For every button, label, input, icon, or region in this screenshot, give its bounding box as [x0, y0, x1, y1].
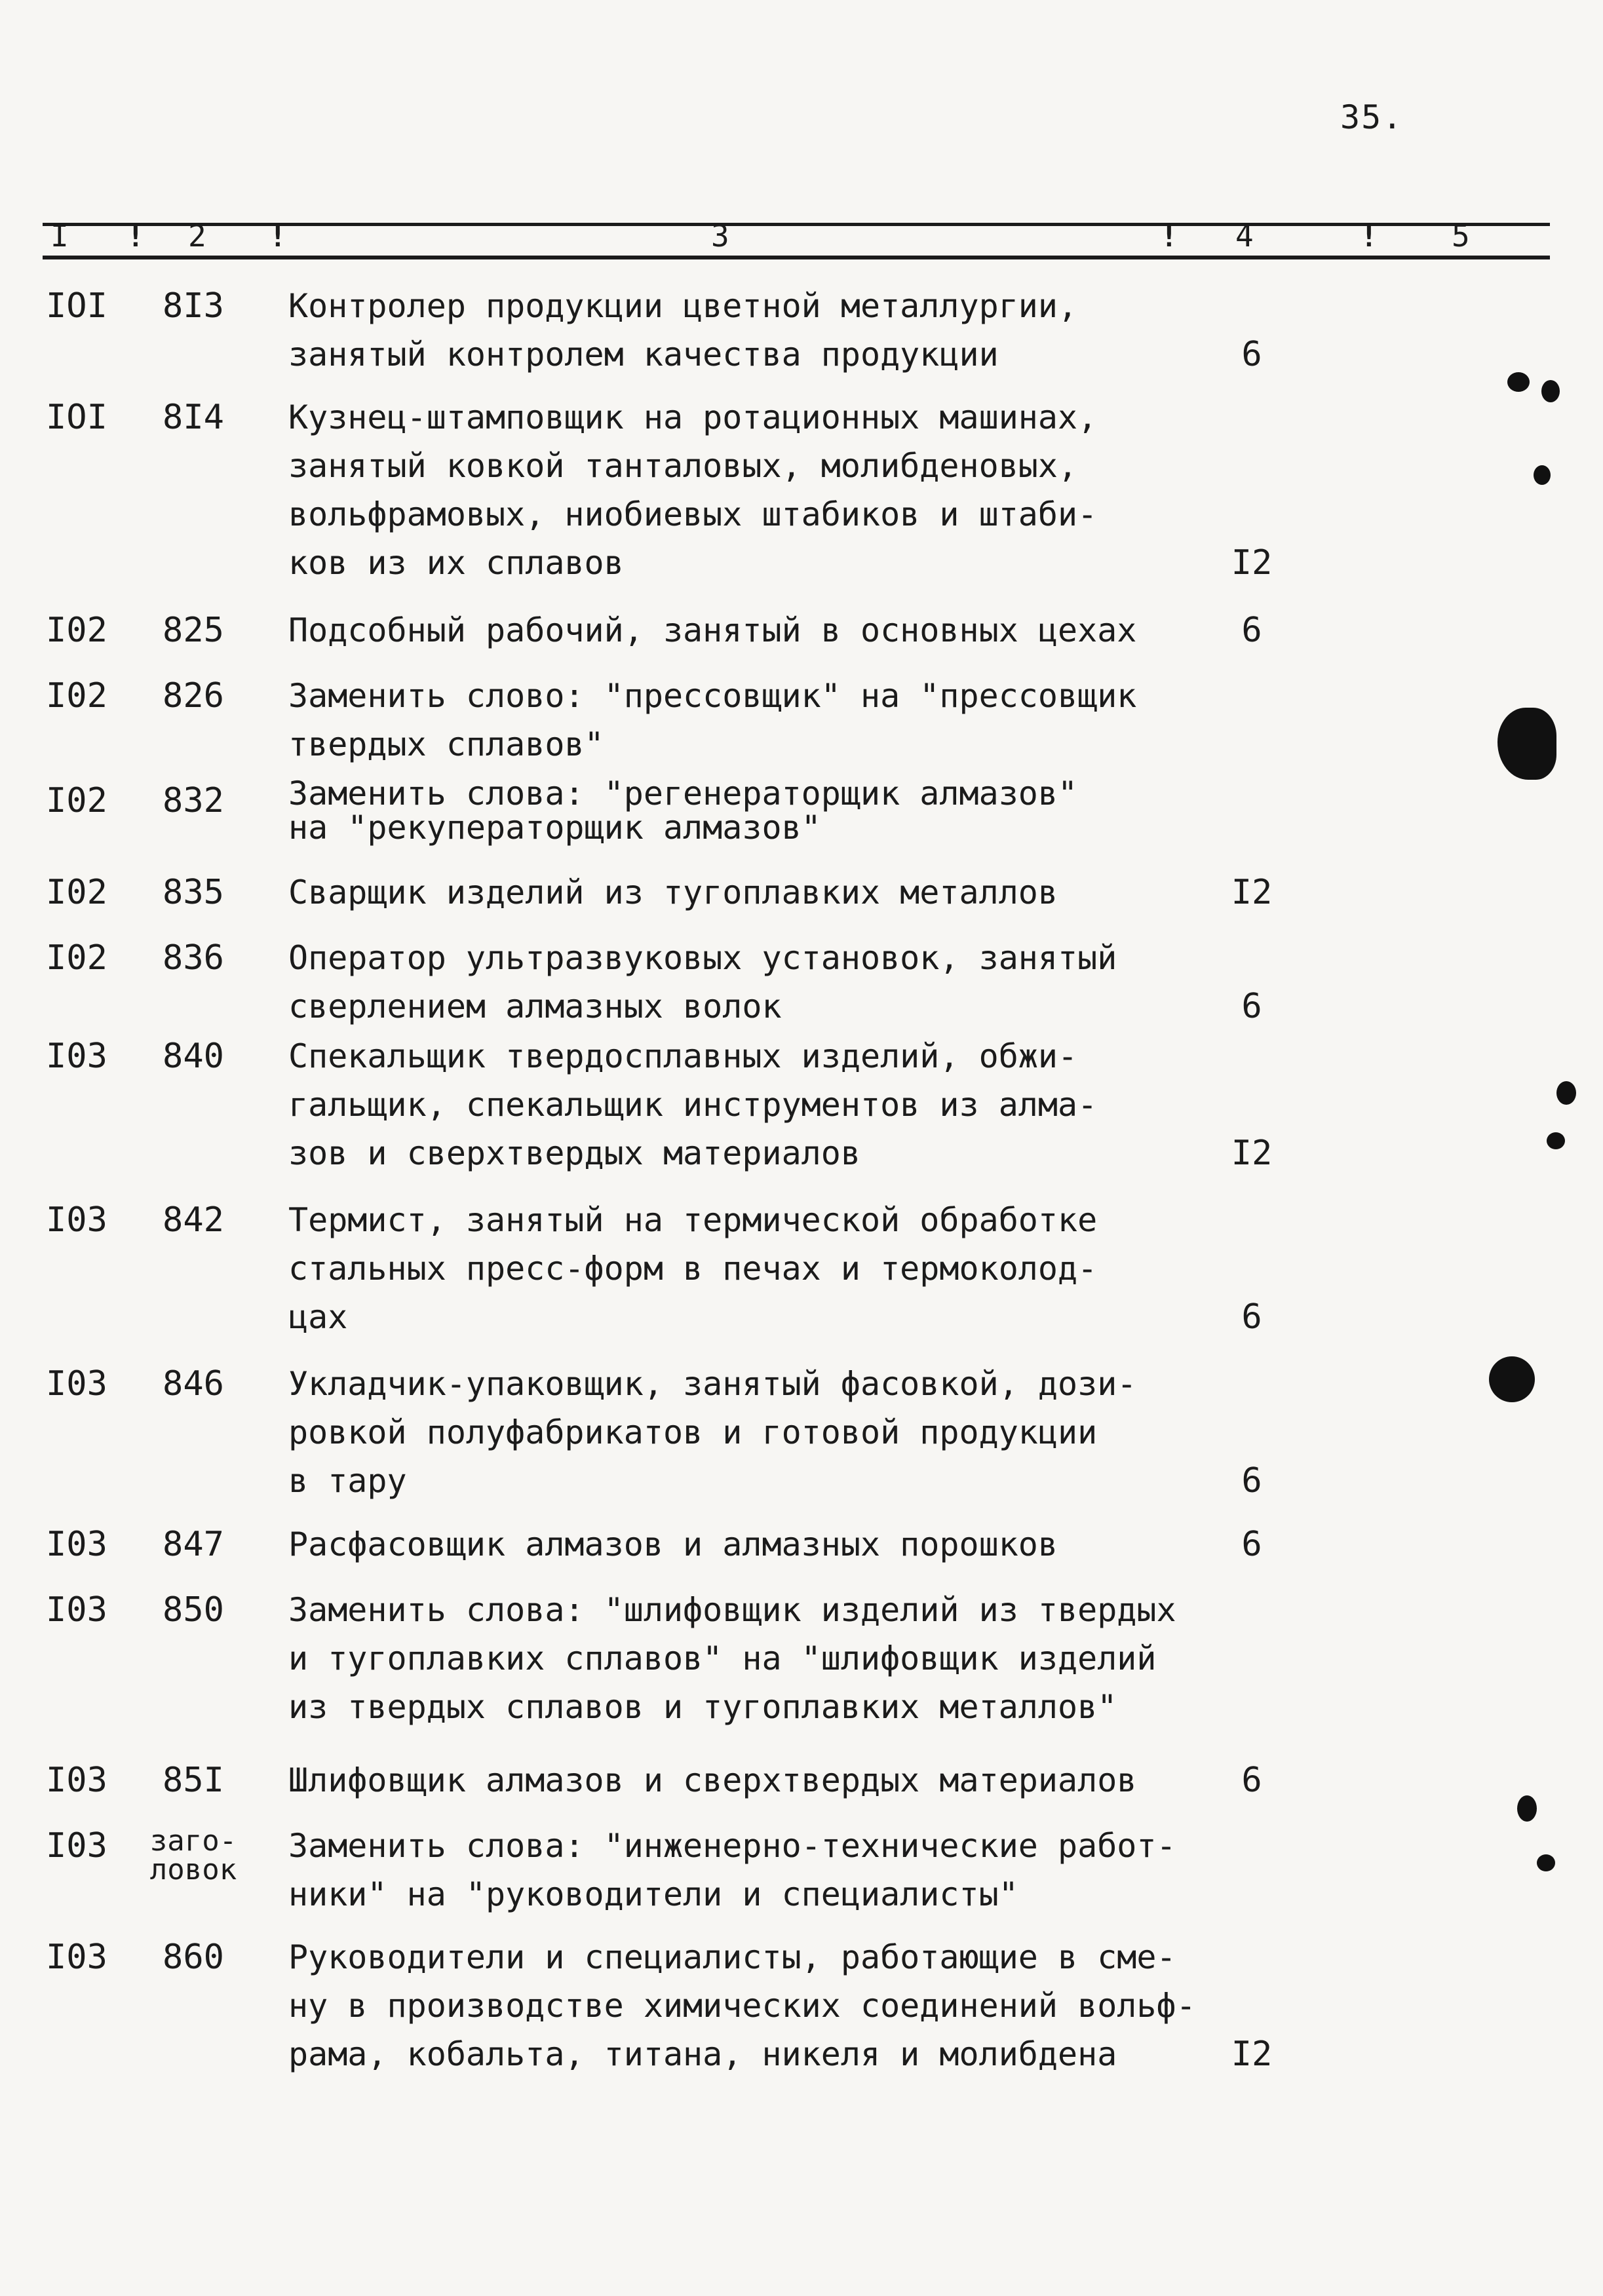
item-number: 842 [163, 1200, 224, 1240]
value-column-4: 6 [1241, 1461, 1262, 1501]
profession-text [288, 1756, 1232, 1805]
section-number: I03 [46, 1200, 107, 1240]
table-row [0, 1360, 1603, 1505]
text-line: Шлифовщик алмазов и сверхтвердых материалов [288, 1761, 1137, 1799]
profession-text [288, 1933, 1232, 2078]
text-line: и тугоплавких сплавов" на "шлифовщик изделий [288, 1639, 1157, 1677]
text-line: в тару [288, 1462, 407, 1500]
text-line: Расфасовщик алмазов и алмазных порошков [288, 1525, 1058, 1563]
profession-text [288, 393, 1232, 587]
profession-text [288, 606, 1232, 655]
item-number: 85I [163, 1761, 224, 1800]
text-line: Заменить слово: "прессовщик" на "прессовщик [288, 677, 1137, 715]
text-line: Контролер продукции цветной металлургии, [288, 287, 1078, 325]
section-number: IOI [46, 286, 107, 326]
text-line: Укладчик-упаковщик, занятый фасовкой, дози- [288, 1365, 1137, 1403]
text-line: Спекальщик твердосплавных изделий, обжи- [288, 1037, 1078, 1075]
text-line: цах [288, 1298, 348, 1336]
header-col-5: 5 [1452, 218, 1470, 254]
profession-text [288, 1822, 1232, 1919]
section-number: I03 [46, 1590, 107, 1630]
item-number: 835 [163, 873, 224, 912]
ink-blot [1534, 465, 1551, 485]
text-line: Руководители и специалисты, работающие в сме- [288, 1938, 1176, 1976]
text-line: занятый ковкой танталовых, молибденовых, [288, 447, 1078, 485]
text-line: ков из их сплавов [288, 544, 624, 582]
text-line: ровкой полуфабрикатов и готовой продукции [288, 1413, 1098, 1451]
section-number: I02 [46, 938, 107, 978]
value-column-4: I2 [1231, 543, 1273, 583]
text-line: сверлением алмазных волок [288, 987, 782, 1025]
text-line: Подсобный рабочий, занятый в основных цехах [288, 611, 1137, 649]
text-line: на "рекуператорщик алмазов" [288, 809, 821, 847]
section-number: I02 [46, 781, 107, 820]
profession-text [288, 1196, 1232, 1341]
section-number: IOI [46, 398, 107, 437]
section-number: I03 [46, 1525, 107, 1564]
text-line: ники" на "руководители и специалисты" [288, 1875, 1018, 1913]
header-col-3: 3 [711, 218, 729, 254]
text-line: гальщик, спекальщик инструментов из алма- [288, 1086, 1098, 1124]
text-line: Оператор ультразвуковых установок, занятый [288, 939, 1117, 977]
profession-text [288, 934, 1232, 1031]
header-rule-bottom [43, 256, 1550, 259]
profession-text [288, 1032, 1232, 1177]
text-line: твердых сплавов" [288, 725, 604, 763]
text-line: Заменить слова: "инженерно-технические работ- [288, 1827, 1176, 1865]
table-row [0, 1586, 1603, 1731]
text-line: рама, кобальта, титана, никеля и молибдена [288, 2035, 1117, 2073]
text-line: Заменить слова: "шлифовщик изделий из твердых [288, 1591, 1176, 1629]
value-column-4: I2 [1231, 873, 1273, 912]
table-row [0, 1520, 1603, 1569]
text-line: стальных пресс-форм в печах и термоколод- [288, 1250, 1098, 1288]
profession-text [288, 672, 1232, 769]
text-line: занятый контролем качества продукции [288, 335, 999, 373]
section-number: I03 [46, 1037, 107, 1076]
column-header [43, 216, 1550, 262]
section-number: I02 [46, 676, 107, 716]
section-number: I03 [46, 1761, 107, 1800]
page-number: 35. [1340, 98, 1404, 136]
value-column-4: I2 [1231, 2035, 1273, 2074]
item-number: 8I4 [163, 398, 224, 437]
table-row [0, 868, 1603, 917]
ink-blot [1517, 1795, 1537, 1822]
item-number: 850 [163, 1590, 224, 1630]
text-line: Кузнец-штамповщик на ротационных машинах, [288, 398, 1098, 436]
text-line: ну в производстве химических соединений вольф- [288, 1987, 1196, 2025]
profession-text [288, 776, 1232, 845]
text-line: вольфрамовых, ниобиевых штабиков и штаби- [288, 495, 1098, 533]
header-col-2: 2 [188, 218, 206, 254]
ink-blot [1507, 372, 1530, 392]
table-row [0, 776, 1603, 845]
item-number: 832 [163, 781, 224, 820]
table-row [0, 1032, 1603, 1177]
profession-text [288, 1520, 1232, 1569]
item-number: 8I3 [163, 286, 224, 326]
value-column-4: 6 [1241, 611, 1262, 650]
table-row [0, 606, 1603, 655]
profession-text [288, 1586, 1232, 1731]
section-number: I03 [46, 1938, 107, 1977]
section-number: I03 [46, 1364, 107, 1404]
table-row [0, 1196, 1603, 1341]
item-number: 860 [163, 1938, 224, 1977]
value-column-4: I2 [1231, 1134, 1273, 1173]
table-row [0, 393, 1603, 587]
text-line: из твердых сплавов и тугоплавких металлов" [288, 1688, 1117, 1726]
table-row [0, 1933, 1603, 2078]
table-row [0, 282, 1603, 379]
value-column-4: 6 [1241, 1525, 1262, 1564]
item-number: заго- ловок [149, 1824, 237, 1886]
item-number: 825 [163, 611, 224, 650]
ink-blot [1547, 1132, 1565, 1149]
section-number: I03 [46, 1826, 107, 1866]
value-column-4: 6 [1241, 1761, 1262, 1800]
section-number: I02 [46, 873, 107, 912]
text-line: Сварщик изделий из тугоплавких металлов [288, 873, 1058, 911]
item-number: 836 [163, 938, 224, 978]
text-line: Термист, занятый на термической обработке [288, 1201, 1098, 1239]
item-number: 846 [163, 1364, 224, 1404]
profession-text [288, 1360, 1232, 1505]
item-number: 840 [163, 1037, 224, 1076]
value-column-4: 6 [1241, 987, 1262, 1026]
header-separator: ! [1160, 218, 1178, 254]
table-row [0, 934, 1603, 1031]
ink-blot [1556, 1081, 1576, 1105]
table-row [0, 1822, 1603, 1919]
item-number: 826 [163, 676, 224, 716]
ink-blot [1489, 1356, 1535, 1402]
value-column-4: 6 [1241, 1297, 1262, 1337]
header-separator: ! [1360, 218, 1378, 254]
profession-text [288, 868, 1232, 917]
ink-blot [1541, 380, 1560, 402]
text-line: Заменить слова: "регенераторщик алмазов" [288, 775, 1078, 813]
ink-blot [1537, 1854, 1555, 1871]
table-row [0, 672, 1603, 769]
table-row [0, 1756, 1603, 1805]
text-line: зов и сверхтвердых материалов [288, 1134, 860, 1172]
profession-text [288, 282, 1232, 379]
section-number: I02 [46, 611, 107, 650]
header-separator: ! [269, 218, 287, 254]
ink-blot [1497, 708, 1556, 780]
header-col-4: 4 [1235, 218, 1254, 254]
header-separator: ! [126, 218, 145, 254]
item-number: 847 [163, 1525, 224, 1564]
value-column-4: 6 [1241, 335, 1262, 374]
header-col-1: I [50, 218, 69, 254]
